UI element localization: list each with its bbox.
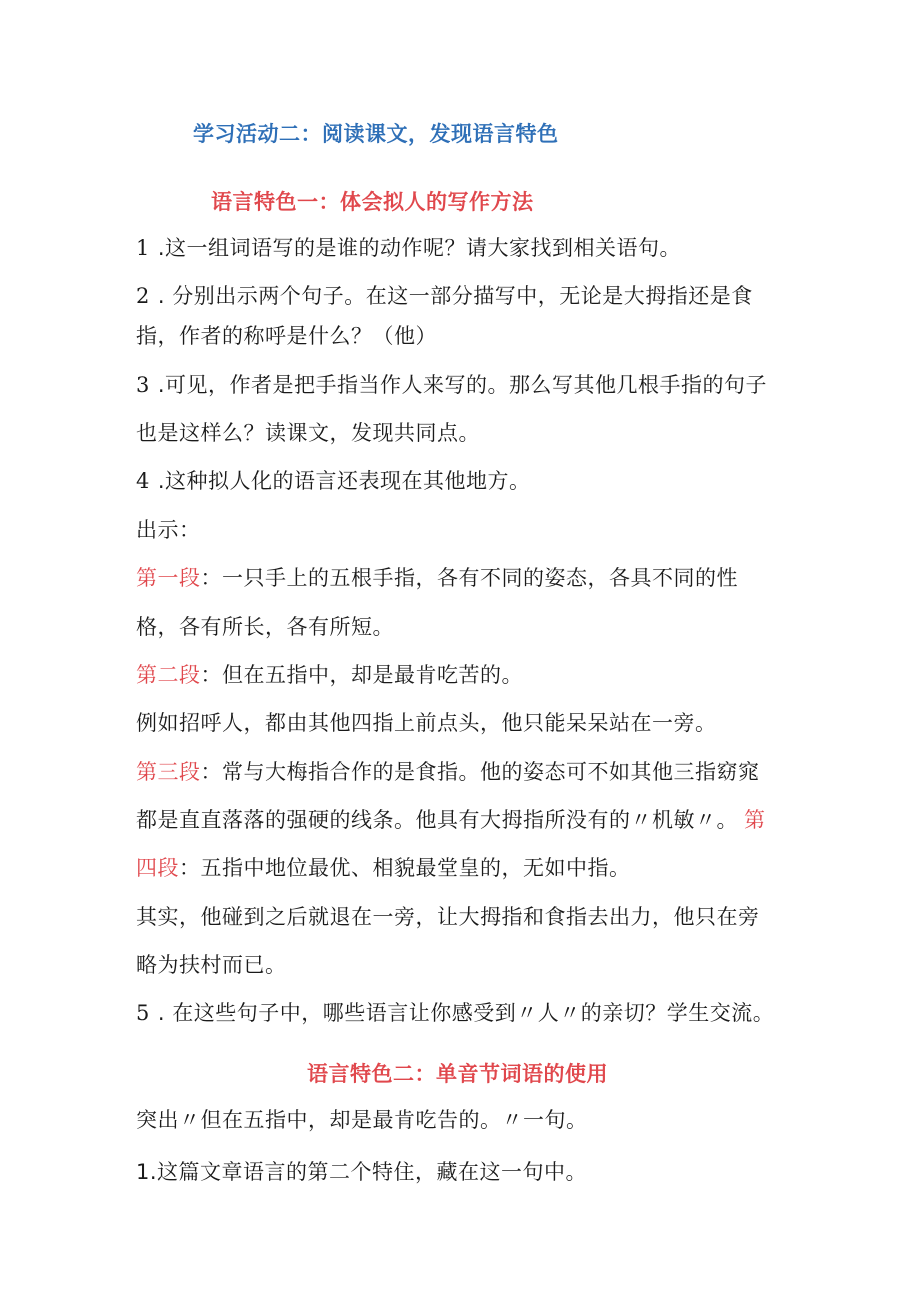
paragraph-text: 都是直直落落的强硬的线条。他具有大拇指所没有的〃机敏〃。 [136, 808, 738, 832]
paragraph-2-cont: 例如招呼人，都由其他四指上前点头，他只能呆呆站在一旁。 [136, 711, 717, 735]
question-3 [136, 370, 767, 400]
show-label: 出示： [136, 518, 201, 542]
paragraph-label: 第三段 [136, 760, 201, 784]
paragraph-3-cont [136, 805, 766, 835]
section-2-question-1: 1.这篇文章语言的第二个特住，藏在这一句中。 [136, 1160, 588, 1184]
question-2 [136, 281, 753, 311]
paragraph-text: ：常与大梅指合作的是食指。他的姿态可不如其他三指窈窕 [200, 760, 760, 784]
section-2-intro: 突出〃但在五指中，却是最肯吃告的。〃一句。 [136, 1108, 588, 1132]
paragraph-1 [136, 563, 738, 593]
paragraph-4-cont: 其实，他碰到之后就退在一旁，让大拇指和食指去出力，他只在旁 [136, 905, 760, 929]
page-title: 学习活动二：阅读课文，发现语言特色 [193, 122, 559, 146]
paragraph-3 [136, 757, 760, 787]
question-number: 2 [136, 284, 150, 308]
question-4 [136, 466, 531, 496]
paragraph-text: ：但在五指中，却是最肯吃苦的。 [200, 663, 523, 687]
question-1 [136, 233, 681, 263]
question-text: .可见，作者是把手指当作人来写的。那么写其他几根手指的句子 [157, 373, 768, 397]
question-number: 5 [136, 1001, 150, 1025]
paragraph-4 [136, 853, 631, 883]
paragraph-label: 第 [744, 808, 766, 832]
paragraph-text: ：五指中地位最优、相貌最堂皇的，无如中指。 [179, 856, 631, 880]
question-number: 3 [136, 373, 150, 397]
question-2-cont: 指，作者的称呼是什么？（他） [136, 324, 437, 348]
question-text: . 分别出示两个句子。在这一部分描写中，无论是大拇指还是食 [157, 284, 753, 308]
question-text: .这种拟人化的语言还表现在其他地方。 [157, 469, 531, 493]
paragraph-label: 第二段 [136, 663, 201, 687]
paragraph-1-cont: 格，各有所长，各有所短。 [136, 615, 394, 639]
paragraph-4-cont-2: 略为扶村而已。 [136, 953, 287, 977]
section-heading-2: 语言特色二：单音节词语的使用 [307, 1062, 608, 1086]
question-text: .这一组词语写的是谁的动作呢？请大家找到相关语句。 [157, 236, 682, 260]
paragraph-label: 第一段 [136, 566, 201, 590]
question-number: 1 [136, 236, 150, 260]
paragraph-2 [136, 660, 523, 690]
question-text: . 在这些句子中，哪些语言让你感受到〃人〃的亲切？学生交流。 [157, 1001, 775, 1025]
paragraph-label: 四段 [136, 856, 179, 880]
question-5 [136, 998, 774, 1028]
question-number: 4 [136, 469, 150, 493]
paragraph-text: ：一只手上的五根手指，各有不同的姿态，各具不同的性 [200, 566, 738, 590]
section-heading-1: 语言特色一：体会拟人的写作方法 [211, 190, 534, 214]
question-3-cont: 也是这样么？读课文，发现共同点。 [136, 421, 480, 445]
